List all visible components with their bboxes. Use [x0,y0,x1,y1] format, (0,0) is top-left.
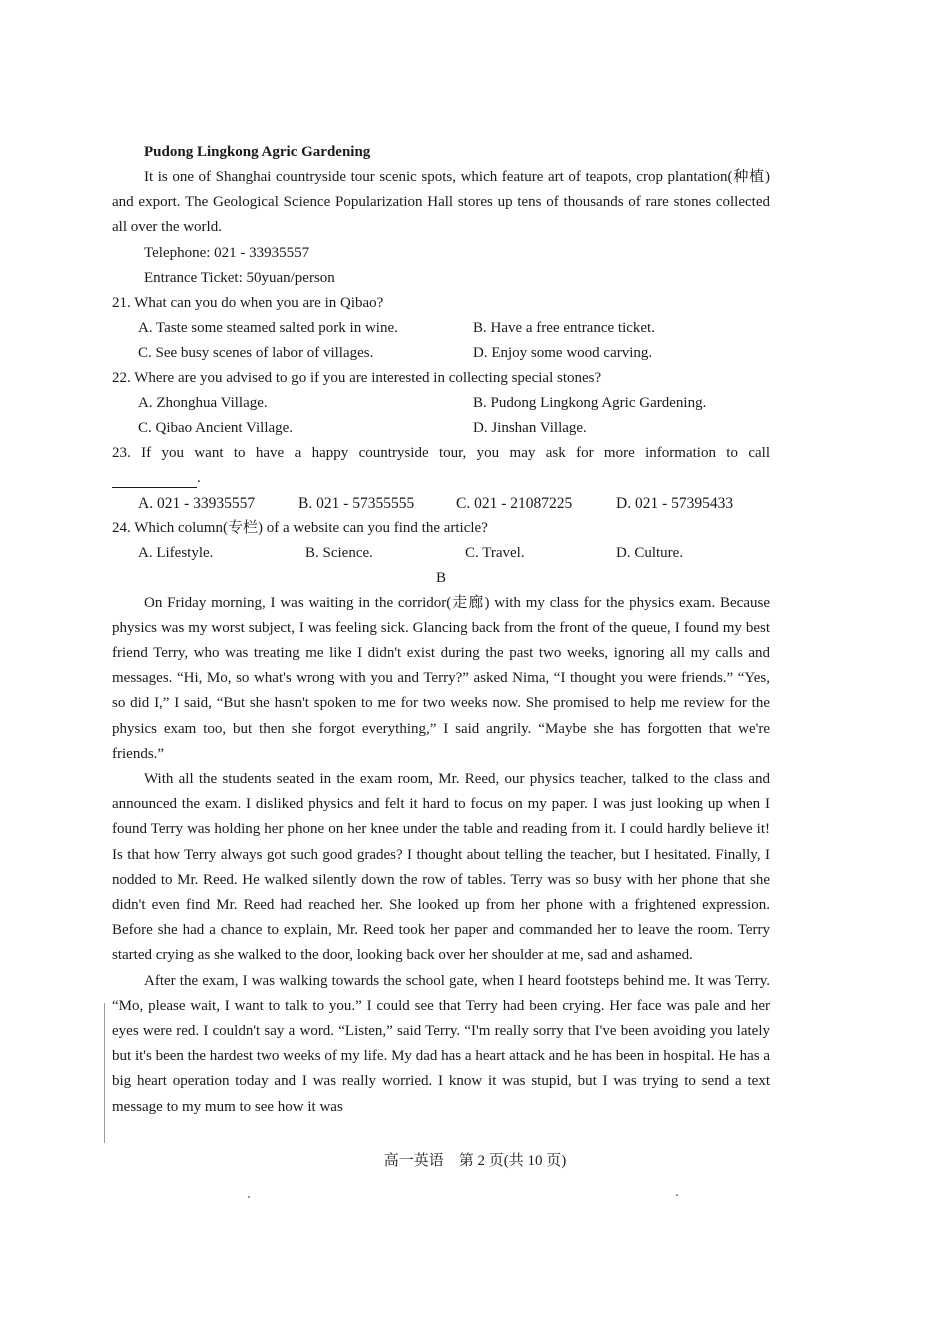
question-24: 24. Which column(专栏) of a website can you find the article? [112,519,488,536]
question-24-options [138,541,770,566]
option: A. 021 - 33935557 [138,494,256,512]
option: D. Enjoy some wood carving. [473,344,653,361]
section-b-heading: B [435,569,446,586]
story-paragraph: After the exam, I was walking towards the school gate, when I heard footsteps behind me. It was Terry. “Mo, please wait, I want to talk to you.” I could see that Terry had been crying. Her face was pale and her eyes were red. I couldn't say a word. “Listen,” said Terry. “I'm really sorry that I've been avoiding you lately but it's been the hardest two weeks of my life. My dad has a heart attack and he has been in hospital. He has a big heart operation today and I was really worried. I know it was stupid, but I was trying to send a text message to my mum to see how it was [112,972,770,1115]
question-21-options [138,316,770,366]
page-footer: 高一英语 第 2 页(共 10 页) [383,1153,567,1169]
story-paragraph: On Friday morning, I was waiting in the corridor(走廊) with my class for the physics exam. Because physics was my worst subject, I was feeling sick. Glancing back from the front of the queue, I found my best friend Terry, who was treating me like I didn't exist during the past two weeks, ignoring all my calls and messages. “Hi, Mo, so what's wrong with you and Terry?” asked Nima, “I thought you were friends.” “Yes, so did I,” I said, “But she hasn't spoken to me for two weeks now. She promised to help me review for the physics exam too, but then she forgot everything,” I said angrily. “Maybe she has forgotten that we're friends.” [112,594,770,762]
option: C. See busy scenes of labor of villages. [138,344,374,361]
scan-speck [248,1196,250,1198]
passage-title: Pudong Lingkong Agric Gardening [144,144,371,160]
question-22-options [138,391,770,441]
question-23: 23. If you want to have a happy countryside tour, you may ask for more information to call [112,444,770,461]
ticket-line: Entrance Ticket: 50yuan/person [144,269,335,286]
passage-description: It is one of Shanghai countryside tour scenic spots, which feature art of teapots, crop plantation(种植) and export. The Geological Science Popularization Hall stores up tens of thousands of rare stones collected all over the world. [112,169,770,236]
option: B. Pudong Lingkong Agric Gardening. [473,394,707,411]
question-23-options [138,491,770,516]
option: A. Lifestyle. [138,544,214,561]
option: C. Qibao Ancient Village. [138,419,294,436]
option: D. Jinshan Village. [473,419,587,436]
page-content [112,140,770,1120]
margin-rule [104,1003,105,1143]
option: A. Zhonghua Village. [138,394,268,411]
question-22: 22. Where are you advised to go if you are interested in collecting special stones? [112,369,602,386]
scan-speck [676,1194,678,1196]
option: B. 021 - 57355555 [298,494,415,512]
telephone-line: Telephone: 021 - 33935557 [144,244,310,261]
story-paragraph: With all the students seated in the exam room, Mr. Reed, our physics teacher, talked to the class and announced the exam. I disliked physics and felt it hard to focus on my paper. I was just looking up when I found Terry was holding her phone on her knee under the table and reading from it. I could hardly believe it! Is that how Terry always got such good grades? I thought about telling the teacher, but I hesitated. Finally, I nodded to Mr. Reed. He walked silently down the row of tables. Terry was so busy with her phone that she didn't even find Mr. Reed had reached her. She looked up from her phone with a frightened expression. Before she had a chance to explain, Mr. Reed took her paper and commanded her to leave the room. Terry started crying as she walked to the door, looking back over her shoulder at me, sad and ashamed. [112,771,770,964]
option: C. Travel. [465,544,525,561]
answer-blank-line: . [112,466,770,491]
option: C. 021 - 21087225 [456,494,573,512]
question-21: 21. What can you do when you are in Qibao? [112,294,384,311]
option: D. Culture. [616,544,684,561]
option: D. 021 - 57395433 [616,494,734,512]
option: B. Have a free entrance ticket. [473,319,655,336]
option: B. Science. [305,544,373,561]
answer-blank [112,469,197,488]
option: A. Taste some steamed salted pork in wine. [138,319,398,336]
